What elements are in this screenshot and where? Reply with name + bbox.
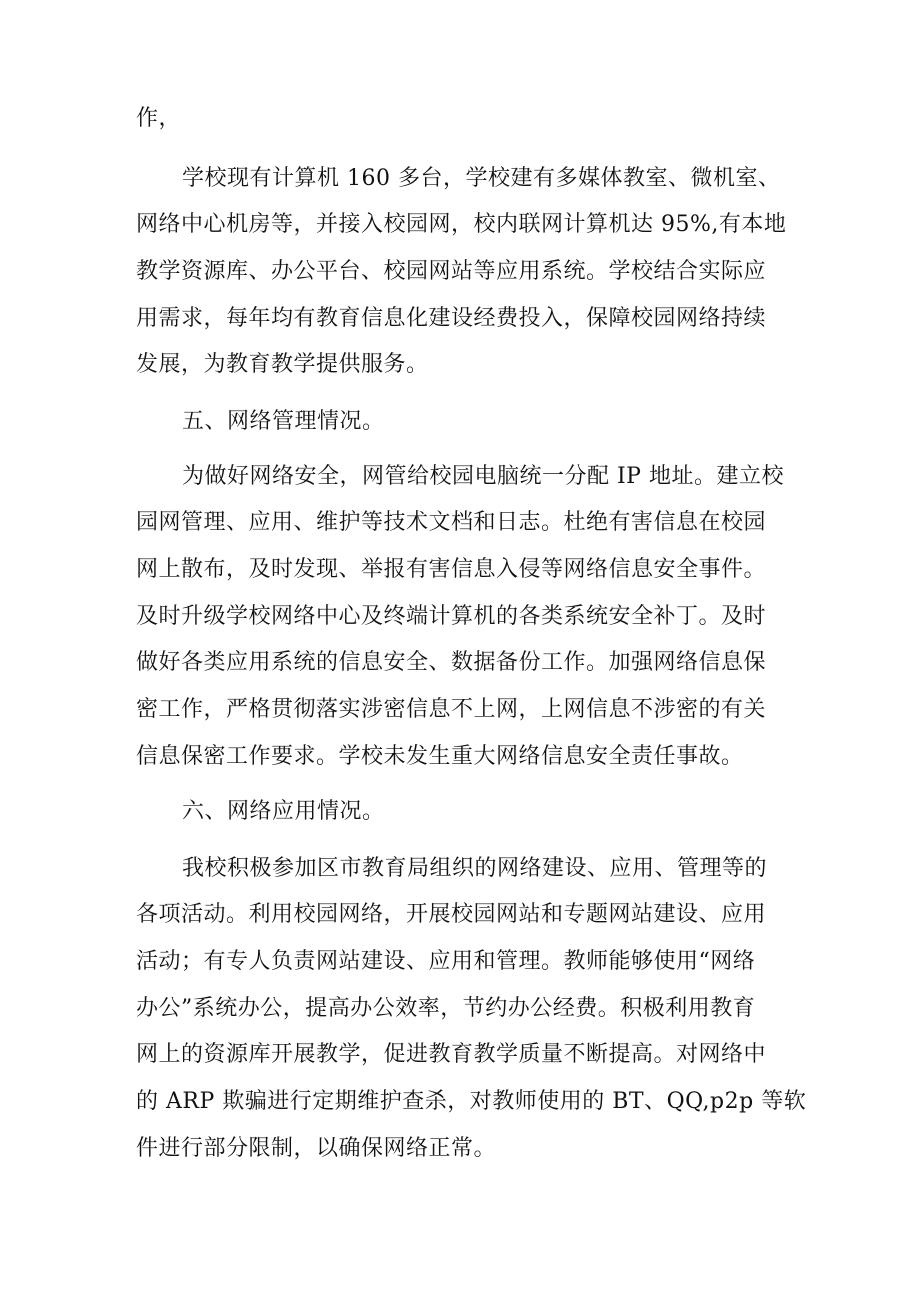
paragraph-line: 为做好网络安全，网管给校园电脑统一分配 IP 地址。建立校 [182, 464, 784, 489]
text-line: 活动；有专人负责网站建设、应用和管理。教师能够使用“网络 [136, 949, 756, 974]
text-line: 网络中心机房等，并接入校园网，校内联网计算机达 95%,有本地 [136, 212, 787, 237]
text-line: 发展，为教育教学提供服务。 [136, 352, 429, 377]
text-line: 件进行部分限制，以确保网络正常。 [136, 1136, 497, 1161]
section-heading: 五、网络管理情况。 [182, 409, 385, 434]
text-line: 及时升级学校网络中心及终端计算机的各类系统安全补丁。及时 [136, 604, 767, 629]
text-line: 密工作，严格贯彻落实涉密信息不上网，上网信息不涉密的有关 [136, 697, 767, 722]
text-line: 作， [136, 106, 182, 131]
text-line: 教学资源库、办公平台、校园网站等应用系统。学校结合实际应 [136, 259, 767, 284]
text-line: 信息保密工作要求。学校未发生重大网络信息安全责任事故。 [136, 744, 744, 769]
text-line: 的 ARP 欺骗进行定期维护查杀，对教师使用的 BT、QQ,p2p 等软 [136, 1089, 807, 1114]
paragraph-line: 我校积极参加区市教育局组织的网络建设、应用、管理等的 [182, 856, 768, 881]
text-line: 园网管理、应用、维护等技术文档和日志。杜绝有害信息在校园 [136, 510, 767, 535]
text-line: 各项活动。利用校园网络，开展校园网站和专题网站建设、应用 [136, 902, 767, 927]
paragraph-line: 学校现有计算机 160 多台，学校建有多媒体教室、微机室、 [182, 166, 781, 191]
section-heading: 六、网络应用情况。 [182, 799, 385, 824]
text-line: 网上散布，及时发现、举报有害信息入侵等网络信息安全事件。 [136, 557, 767, 582]
text-line: 办公”系统办公，提高办公效率，节约办公经费。积极利用教育 [136, 996, 756, 1021]
text-line: 网上的资源库开展教学，促进教育教学质量不断提高。对网络中 [136, 1042, 767, 1067]
text-line: 做好各类应用系统的信息安全、数据备份工作。加强网络信息保 [136, 650, 767, 675]
text-line: 用需求，每年均有教育信息化建设经费投入，保障校园网络持续 [136, 306, 767, 331]
